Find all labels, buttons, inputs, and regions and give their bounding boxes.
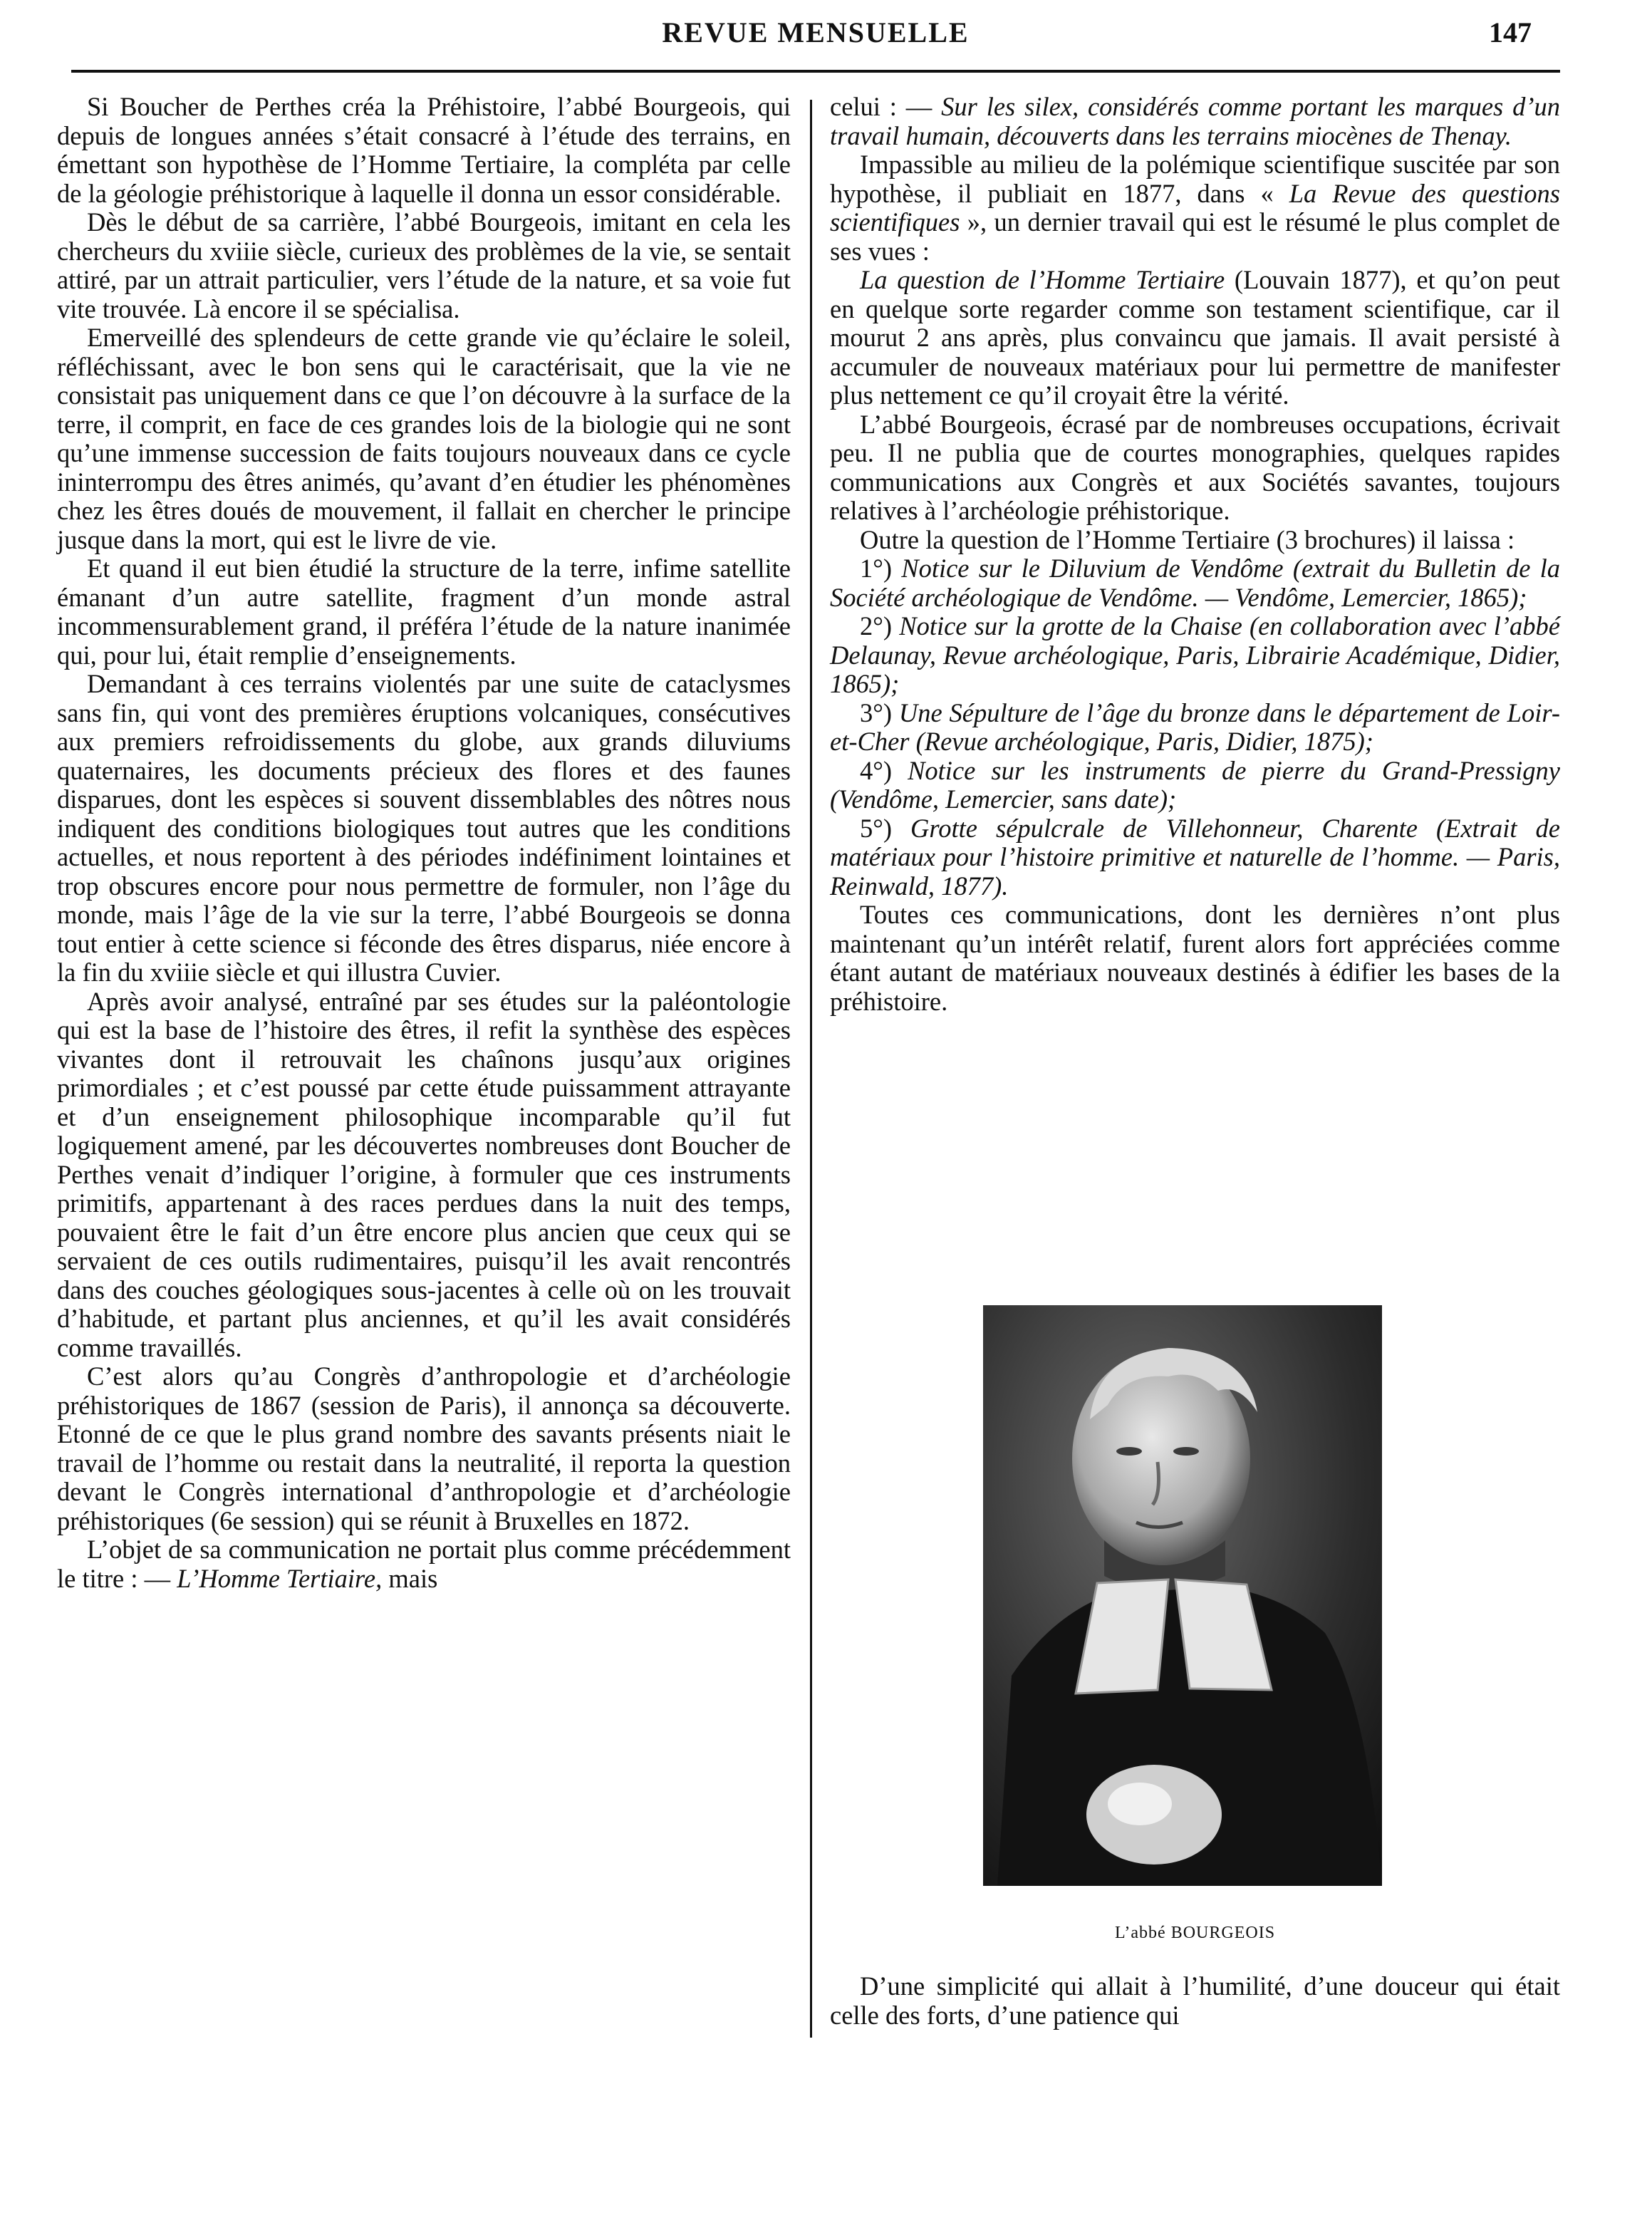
left-column <box>57 93 791 1593</box>
text-run: mais <box>382 1563 438 1593</box>
list-item <box>830 814 1560 901</box>
item-text: Une Sépulture de l’âge du bronze dans le département de Loir-et-Cher (Revue archéologique, Paris, Didier, 1875); <box>830 697 1561 756</box>
portrait-caption: L’abbé BOURGEOIS <box>1114 1924 1276 1942</box>
list-item <box>830 554 1560 612</box>
book-title: La question de l’Homme Tertiaire <box>860 265 1225 294</box>
paragraph: Après avoir analysé, entraîné par ses études sur la paléontologie qui est la base de l’histoire des êtres, il refit la synthèse des espèces vivantes dont il retrouvait les chaînons jusqu’aux origines primordiales ; et c’est poussé par cette étude puissamment attrayante et d’un enseignement philosophique incomparable qu’il fut logiquement amené, par les découvertes nombreuses dont Boucher de Perthes venait d’indiquer l’origine, à formuler que ces instruments primitifs, appartenant à des races perdues dans la nuit des temps, pouvaient être le fait d’un être encore plus ancien que ceux qui se servaient de ces outils rudimentaires, puisqu’il les avait rencontrés dans des couches géologiques sous-jacentes à celle où on les trouvait d’habitude, et partant plus anciennes, et qu’il les avait considérés comme travaillés. <box>57 986 791 1362</box>
column-divider <box>810 100 812 2038</box>
journal-name: La Revue des questions scientifiques <box>830 178 1560 237</box>
publication-list <box>830 554 1560 901</box>
bottom-right-text <box>830 1972 1560 2030</box>
item-text: Notice sur le Diluvium de Vendôme (extrait du Bulletin de la Société archéologique de Vendôme. — Vendôme, Lemercier, 1865); <box>830 554 1560 612</box>
item-number: 2°) <box>860 611 893 640</box>
paragraph: Dès le début de sa carrière, l’abbé Bourgeois, imitant en cela les chercheurs du xviiie siècle, curieux des problèmes de la vie, se sentait attiré, par un attrait particulier, vers l’étude de la nature, et sa voie fut vite trouvée. Là encore il se spécialisa. <box>57 207 791 323</box>
book-title: Sur les silex, considérés comme portant les marques d’un travail humain, découverts dans les terrains miocènes de Thenay. <box>830 92 1560 150</box>
text-run: », un dernier travail qui est le résumé le plus complet de ses vues : <box>830 207 1560 266</box>
item-number: 1°) <box>860 554 893 583</box>
paragraph: Et quand il eut bien étudié la structure de la terre, infime satellite émanant d’un autre satellite, fragment d’un monde astral incommensurablement grand, il préféra l’étude de la nature inanimée qui, pour lui, était remplie d’enseignements. <box>57 554 791 670</box>
right-column <box>830 93 1560 1016</box>
list-item <box>830 699 1560 757</box>
header-rule <box>71 70 1560 73</box>
page-header <box>71 16 1560 56</box>
item-text: Notice sur les instruments de pierre du Grand-Pressigny (Vendôme, Lemercier, sans date); <box>830 755 1560 814</box>
text-run: celui : — <box>830 92 942 121</box>
text-run: (Louvain 1877), et qu’on peut en quelque sorte regarder comme son testament scientifique, car il mourut 2 ans après, plus convaincu que jamais. Il avait persisté à accumuler de nouveaux matériaux pour lui permettre de manifester plus nettement ce qu’il croyait être la vérité. <box>830 265 1560 410</box>
text-run: L’objet de sa communication ne portait plus comme précédemment le titre : — <box>57 1535 791 1593</box>
paragraph <box>57 1535 791 1593</box>
list-item <box>830 757 1560 814</box>
journal-title: REVUE MENSUELLE <box>662 16 970 48</box>
paragraph: Demandant à ces terrains violentés par une suite de cataclysmes sans fin, qui vont des premières éruptions volcaniques, consécutives aux premiers refroidissements du globe, aux grands diluviums quaternaires, les documents précieux des flores et des faunes disparues, dont les espèces si souvent dissemblables des nôtres nous indiquent des conditions biologiques tout autres que les conditions actuelles, et nous reportent à des périodes indéfiniment lointaines et trop obscures encore pour nous permettre de formuler, non l’âge du monde, mais l’âge de la vie sur la terre, l’abbé Bourgeois se donna tout entier à cette science si féconde des êtres disparus, niée encore à la fin du xviiie siècle et qui illustra Cuvier. <box>57 669 791 987</box>
paragraph: C’est alors qu’au Congrès d’anthropologie et d’archéologie préhistoriques de 1867 (session de Paris), il annonça sa découverte. Etonné de ce que le plus grand nombre des savants présents niait le travail de l’homme ou restait dans la neutralité, il reporta la question devant le Congrès international d’anthropologie et d’archéologie préhistoriques (6e session) qui se réunit à Bruxelles en 1872. <box>57 1362 791 1535</box>
paragraph: L’abbé Bourgeois, écrasé par de nombreuses occupations, écrivait peu. Il ne publia que de courtes monographies, quelques rapides communications aux Congrès et aux Sociétés savantes, toujours relatives à l’archéologie préhistorique. <box>830 409 1560 525</box>
portrait-photo <box>983 1305 1382 1886</box>
item-number: 5°) <box>860 813 893 843</box>
item-number: 3°) <box>860 697 893 727</box>
paragraph <box>830 93 1560 150</box>
text-run: Impassible au milieu de la polémique scientifique suscitée par son hypothèse, il publiait en 1877, dans « <box>830 150 1560 208</box>
paragraph: D’une simplicité qui allait à l’humilité, d’une douceur qui était celle des forts, d’une patience qui <box>830 1971 1560 2030</box>
item-text: Notice sur la grotte de la Chaise (en collaboration avec l’abbé Delaunay, Revue archéologique, Paris, Librairie Académique, Didier, 1865); <box>830 611 1561 698</box>
page-number: 147 <box>1489 16 1532 48</box>
portrait-illustration <box>983 1305 1382 1886</box>
paragraph <box>830 150 1560 266</box>
paragraph: Outre la question de l’Homme Tertiaire (3 brochures) il laissa : <box>860 524 1515 554</box>
paragraph: Toutes ces communications, dont les dernières n’ont plus maintenant qu’un intérêt relatif, furent alors fort appréciées comme étant autant de matériaux nouveaux destinés à édifier les bases de la préhistoire. <box>830 900 1560 1016</box>
item-number: 4°) <box>860 755 893 785</box>
paragraph: Si Boucher de Perthes créa la Préhistoire, l’abbé Bourgeois, qui depuis de longues années s’était consacré à l’étude des terrains, en émettant son hypothèse de l’Homme Tertiaire, la compléta par celle de la géologie préhistorique à laquelle il donna un essor considérable. <box>57 92 791 208</box>
list-item <box>830 612 1560 699</box>
book-title: L’Homme Tertiaire, <box>177 1563 383 1593</box>
paragraph <box>830 266 1560 410</box>
paragraph: Emerveillé des splendeurs de cette grande vie qu’éclaire le soleil, réfléchissant, avec le bon sens qui le caractérisait, que la vie ne consistait pas uniquement dans ce que l’on découvre à la surface de la terre, il comprit, en face de ces grandes lois de la biologie qui ne sont qu’une immense succession de faits toujours nouveaux dans ce cycle ininterrompu des êtres animés, qu’avant d’en étudier les phénomènes chez les êtres doués de mouvement, il fallait en chercher le principe jusque dans la mort, qui est le livre de vie. <box>57 323 791 554</box>
item-text: Grotte sépulcrale de Villehonneur, Charente (Extrait de matériaux pour l’histoire primitive et naturelle de l’homme. — Paris, Reinwald, 1877). <box>830 813 1561 901</box>
